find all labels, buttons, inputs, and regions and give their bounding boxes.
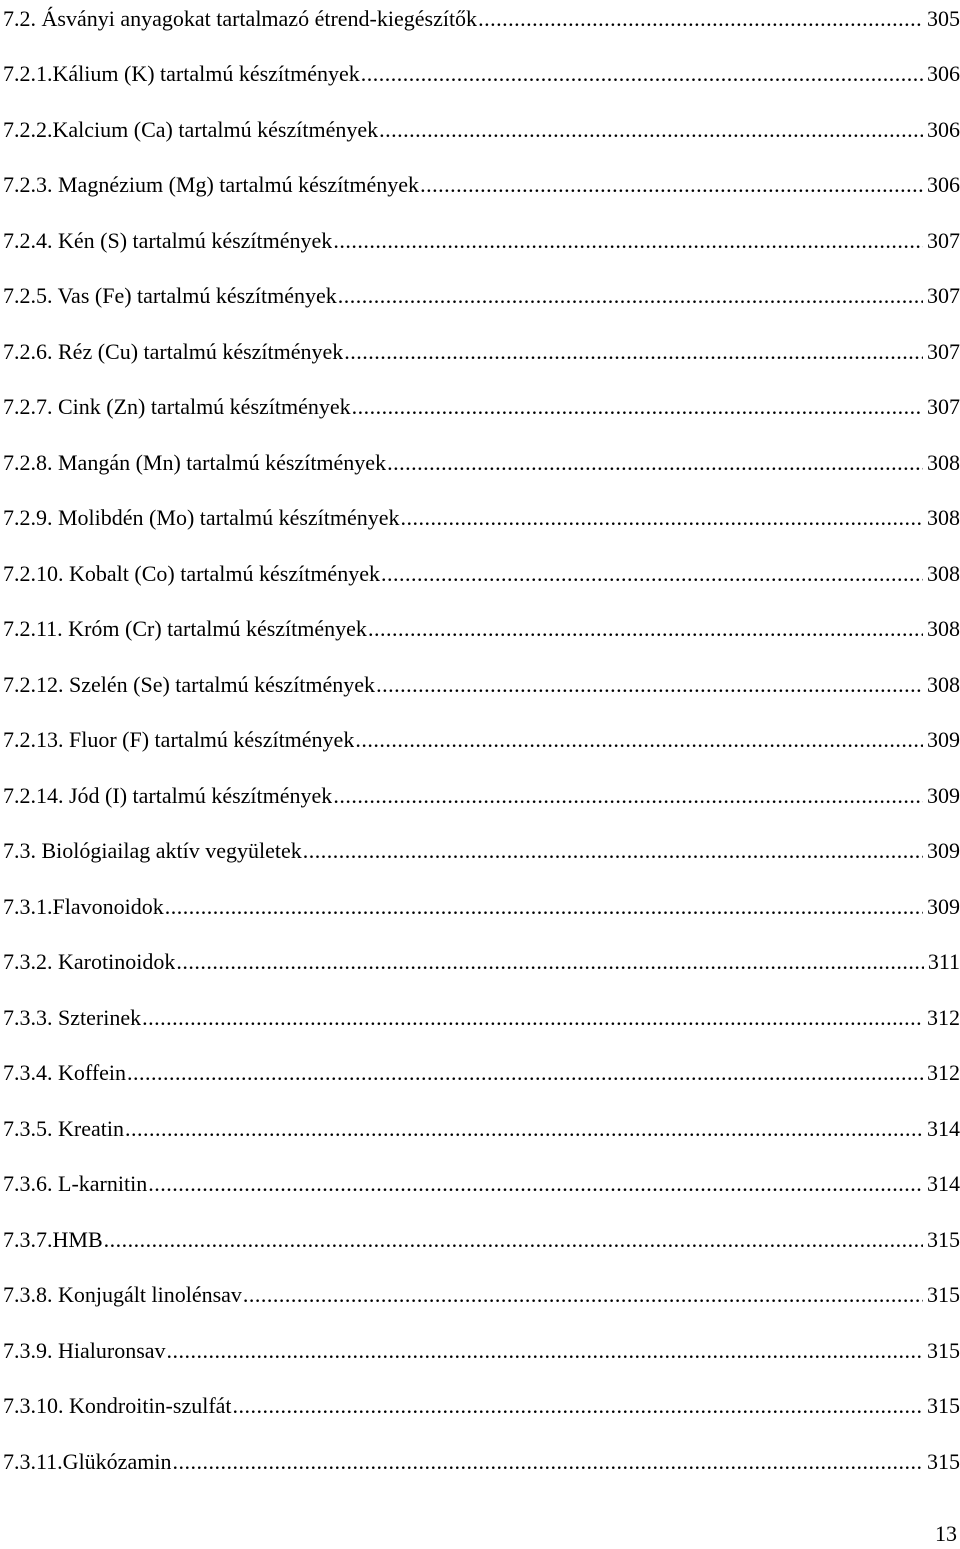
toc-entry-page: 312	[927, 1005, 960, 1030]
toc-entry[interactable]	[3, 1447, 960, 1477]
toc-entry-title: 7.3.7.HMB	[3, 1227, 103, 1252]
toc-entry[interactable]	[3, 4, 960, 34]
toc-entry-page: 309	[927, 783, 960, 808]
toc-entry-title: 7.2. Ásványi anyagokat tartalmazó étrend-kiegészítők	[3, 6, 478, 31]
toc-entry-title: 7.2.6. Réz (Cu) tartalmú készítmények	[3, 339, 344, 364]
toc-dot-leader	[104, 1225, 923, 1255]
toc-entry-title: 7.3.4. Koffein	[3, 1060, 127, 1085]
toc-entry-title: 7.3.9. Hialuronsav	[3, 1338, 166, 1363]
toc-entry[interactable]	[3, 115, 960, 145]
toc-dot-leader	[167, 1336, 923, 1366]
toc-entry-title: 7.3.8. Konjugált linolénsav	[3, 1282, 242, 1307]
toc-entry[interactable]	[3, 1169, 960, 1199]
toc-entry[interactable]	[3, 1003, 960, 1033]
toc-entry[interactable]	[3, 170, 960, 200]
toc-entry-page: 306	[927, 172, 960, 197]
toc-dot-leader	[368, 614, 923, 644]
toc-entry-title: 7.2.13. Fluor (F) tartalmú készítmények	[3, 727, 355, 752]
toc-entry[interactable]	[3, 1391, 960, 1421]
toc-entry[interactable]	[3, 503, 960, 533]
toc-dot-leader	[172, 1447, 923, 1477]
toc-entry[interactable]	[3, 1280, 960, 1310]
toc-dot-leader	[478, 4, 923, 34]
toc-dot-leader	[243, 1280, 923, 1310]
toc-entry-title: 7.2.9. Molibdén (Mo) tartalmú készítmények	[3, 505, 400, 530]
toc-entry-title: 7.3.6. L-karnitin	[3, 1171, 148, 1196]
toc-entry-title: 7.3.10. Kondroitin-szulfát	[3, 1393, 232, 1418]
toc-entry-title: 7.3.3. Szterinek	[3, 1005, 142, 1030]
toc-entry-title: 7.2.12. Szelén (Se) tartalmú készítmények	[3, 672, 376, 697]
toc-entry-page: 308	[927, 450, 960, 475]
toc-entry[interactable]	[3, 836, 960, 866]
toc-entry[interactable]	[3, 1225, 960, 1255]
toc-dot-leader	[176, 947, 923, 977]
toc-entry-page: 307	[927, 394, 960, 419]
toc-entry[interactable]	[3, 892, 960, 922]
toc-entry[interactable]	[3, 614, 960, 644]
toc-dot-leader	[376, 670, 923, 700]
toc-entry-title: 7.2.14. Jód (I) tartalmú készítmények	[3, 783, 333, 808]
toc-entry-page: 309	[927, 838, 960, 863]
toc-dot-leader	[420, 170, 923, 200]
toc-entry-page: 307	[927, 228, 960, 253]
toc-dot-leader	[381, 559, 923, 589]
toc-entry-page: 308	[927, 505, 960, 530]
toc-dot-leader	[344, 337, 923, 367]
toc-entry-page: 315	[927, 1338, 960, 1363]
toc-entry-page: 315	[927, 1282, 960, 1307]
toc-dot-leader	[352, 392, 923, 422]
toc-entry-page: 312	[927, 1060, 960, 1085]
toc-entry-title: 7.2.10. Kobalt (Co) tartalmú készítmények	[3, 561, 380, 586]
toc-dot-leader	[142, 1003, 923, 1033]
toc-entry-page: 308	[927, 672, 960, 697]
toc-dot-leader	[379, 115, 923, 145]
toc-entry-title: 7.2.5. Vas (Fe) tartalmú készítmények	[3, 283, 337, 308]
toc-entry[interactable]	[3, 1058, 960, 1088]
toc-entry-page: 307	[927, 283, 960, 308]
toc-entry-page: 306	[927, 117, 960, 142]
toc-entry[interactable]	[3, 781, 960, 811]
toc-entry-page: 307	[927, 339, 960, 364]
toc-entry-title: 7.2.1.Kálium (K) tartalmú készítmények	[3, 61, 360, 86]
toc-dot-leader	[303, 836, 923, 866]
toc-dot-leader	[355, 725, 923, 755]
toc-entry[interactable]	[3, 559, 960, 589]
toc-entry-page: 309	[927, 727, 960, 752]
toc-dot-leader	[127, 1058, 923, 1088]
toc-dot-leader	[338, 281, 923, 311]
toc-dot-leader	[387, 448, 923, 478]
toc-entry[interactable]	[3, 226, 960, 256]
toc-dot-leader	[165, 892, 923, 922]
toc-entry[interactable]	[3, 392, 960, 422]
toc-entry-page: 308	[927, 616, 960, 641]
toc-dot-leader	[361, 59, 923, 89]
toc-entry-title: 7.2.3. Magnézium (Mg) tartalmú készítmények	[3, 172, 420, 197]
toc-dot-leader	[333, 781, 923, 811]
toc-entry-page: 314	[927, 1116, 960, 1141]
toc-entry[interactable]	[3, 947, 960, 977]
toc-entry[interactable]	[3, 1336, 960, 1366]
page-number: 13	[935, 1521, 957, 1546]
toc-entry-page: 309	[927, 894, 960, 919]
toc-entry[interactable]	[3, 725, 960, 755]
toc-entry-page: 315	[927, 1227, 960, 1252]
toc-dot-leader	[401, 503, 923, 533]
toc-entry[interactable]	[3, 59, 960, 89]
toc-entry-title: 7.2.2.Kalcium (Ca) tartalmú készítmények	[3, 117, 379, 142]
toc-dot-leader	[148, 1169, 923, 1199]
toc-entry-page: 311	[927, 949, 960, 974]
toc-dot-leader	[233, 1391, 923, 1421]
toc-entry-title: 7.2.4. Kén (S) tartalmú készítmények	[3, 228, 333, 253]
toc-entry-page: 306	[927, 61, 960, 86]
toc-entry-title: 7.3. Biológiailag aktív vegyületek	[3, 838, 302, 863]
toc-entry-title: 7.3.11.Glükózamin	[3, 1449, 172, 1474]
toc-entry-title: 7.2.11. Króm (Cr) tartalmú készítmények	[3, 616, 367, 641]
toc-entry-title: 7.3.5. Kreatin	[3, 1116, 124, 1141]
toc-entry-title: 7.2.7. Cink (Zn) tartalmú készítmények	[3, 394, 351, 419]
toc-entry-page: 314	[927, 1171, 960, 1196]
toc-dot-leader	[333, 226, 923, 256]
toc-dot-leader	[125, 1114, 923, 1144]
toc-entry-page: 305	[927, 6, 960, 31]
toc-entry[interactable]	[3, 448, 960, 478]
toc-entry-page: 315	[927, 1393, 960, 1418]
toc-entry[interactable]	[3, 1114, 960, 1144]
toc-entry-page: 315	[927, 1449, 960, 1474]
toc-entry[interactable]	[3, 281, 960, 311]
toc-entry-title: 7.3.2. Karotinoidok	[3, 949, 176, 974]
toc-entry[interactable]	[3, 670, 960, 700]
toc-entry[interactable]	[3, 337, 960, 367]
toc-entry-page: 308	[927, 561, 960, 586]
toc-entry-title: 7.2.8. Mangán (Mn) tartalmú készítmények	[3, 450, 387, 475]
toc-entry-title: 7.3.1.Flavonoidok	[3, 894, 164, 919]
